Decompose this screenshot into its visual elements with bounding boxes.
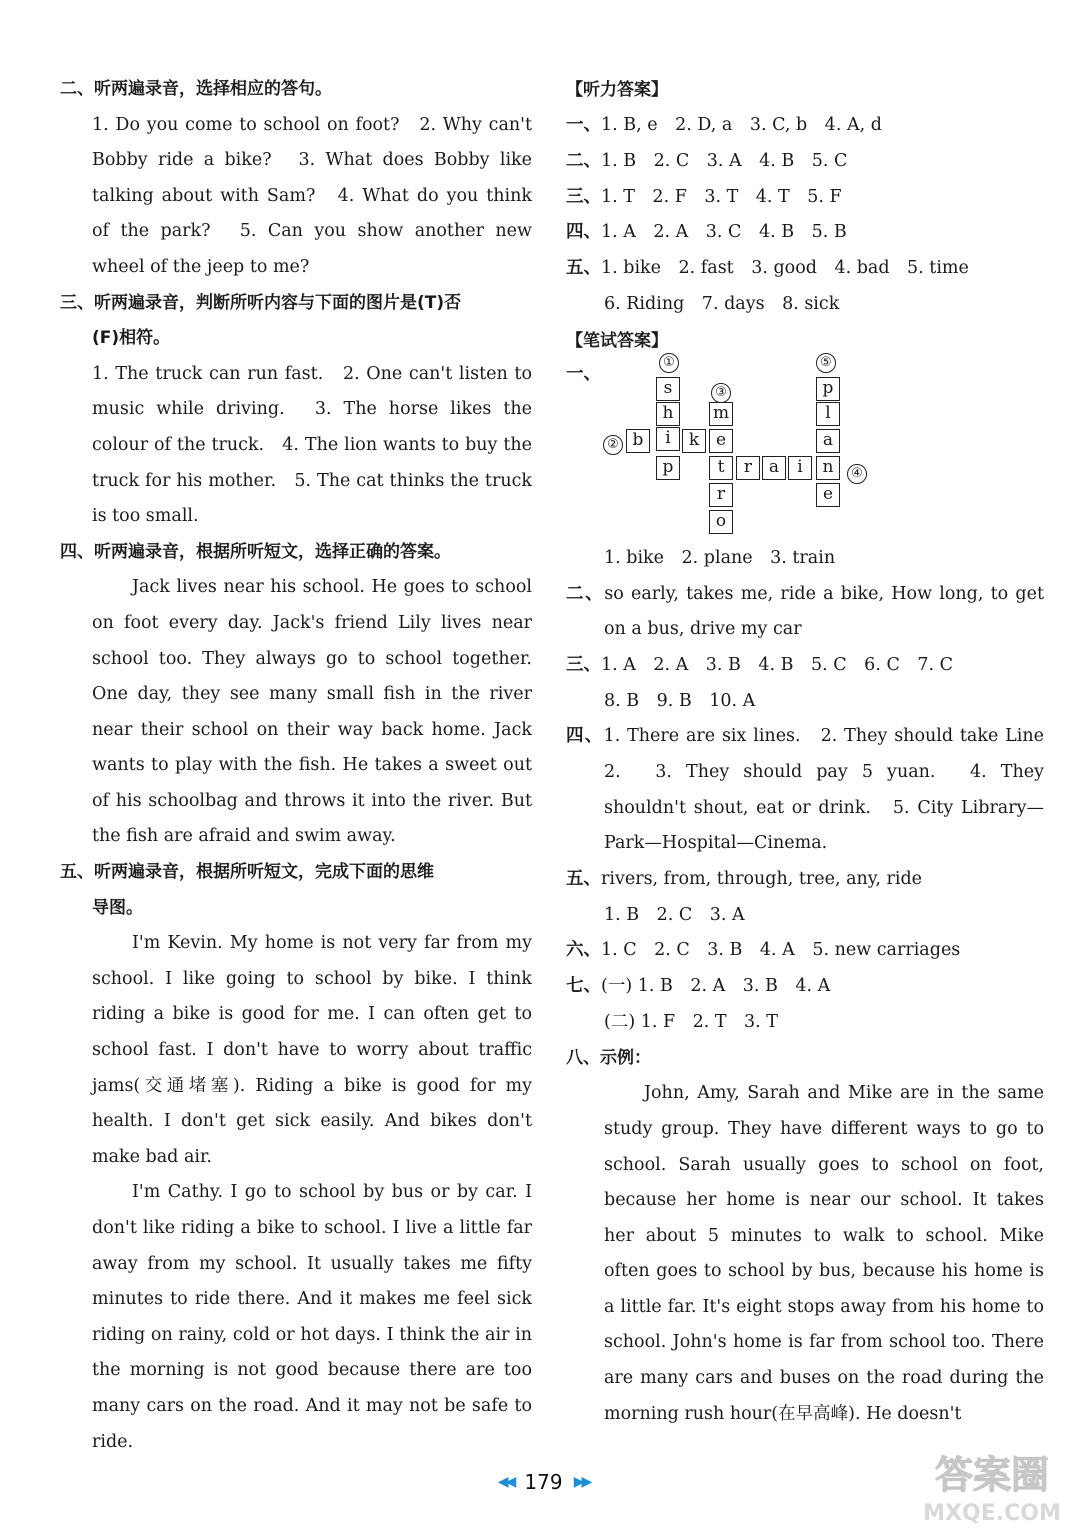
crossword-cell: s bbox=[656, 377, 680, 401]
written-answer-8-text: John, Amy, Sarah and Mike are in the same study group. They have different ways to go to school. Sarah usually goes to school on foot, because her home is near our school. It takes her about 5 minutes to walk to school. Mike often goes to school by bus, because his home is a little far. It's eight stops away from his home to school. John's home is far from school too. There are many cars and buses on the road during the morning rush hour(在早高峰). He doesn't bbox=[604, 1083, 1044, 1424]
watermark-logo bbox=[907, 1440, 1077, 1530]
section-3-title-b: (F)相符。 bbox=[92, 328, 171, 349]
crossword-cell: e bbox=[816, 483, 840, 507]
written-answer-5 bbox=[566, 862, 1044, 898]
section-4-text: Jack lives near his school. He goes to school on foot every day. Jack's friend Lily lives near school too. They always go to school together. One day, they see many small fish in the river near their school on their way back home. Jack wants to play with the fish. He takes a sweet out of his schoolbag and throws it into the river. But the fish are afraid and swim away. bbox=[92, 577, 532, 847]
crossword-cell: i bbox=[656, 427, 680, 451]
crossword-cell: r bbox=[736, 456, 760, 480]
answer-value: 1. A 2. A 3. B 4. B 5. C 6. C 7. C bbox=[601, 654, 953, 675]
answer-value: 1. B, e 2. D, a 3. C, b 4. A, d bbox=[601, 115, 882, 135]
written-answer-7-cont: (二) 1. F 2. T 3. T bbox=[604, 1011, 778, 1032]
crossword-cell: e bbox=[709, 429, 733, 453]
listening-answer-1 bbox=[566, 108, 1044, 144]
answer-key: 七、 bbox=[566, 976, 601, 997]
written-answer-2 bbox=[566, 577, 1044, 648]
answer-value: 1. There are six lines. 2. They should take Line 2. 3. They should pay 5 yuan. 4. They shouldn't shout, eat or drink. 5. City Library—Park—Hospital—Cinema. bbox=[603, 726, 1045, 854]
answer-key: 一、 bbox=[566, 363, 601, 384]
page-number: 179 bbox=[524, 1470, 563, 1494]
section-3-title-a: 三、听两遍录音，判断所听内容与下面的图片是(T)否 bbox=[60, 292, 462, 313]
answer-value: (一) 1. B 2. A 3. B 4. A bbox=[601, 976, 831, 997]
answer-value: so early, takes me, ride a bike, How long, to get on a bus, drive my car bbox=[604, 583, 1044, 640]
crossword-cell: p bbox=[816, 377, 840, 401]
crossword-number-2: ② bbox=[603, 435, 623, 455]
listening-answer-4 bbox=[566, 215, 1044, 251]
answer-key: 六、 bbox=[566, 940, 601, 961]
crossword-cell: m bbox=[709, 402, 733, 426]
written-answer-3-cont: 8. B 9. B 10. A bbox=[604, 690, 756, 711]
crossword-cell: r bbox=[709, 483, 733, 507]
section-5-paragraph-1: I'm Kevin. My home is not very far from my school. I like going to school by bike. I think riding a bike is good for me. I can often get to school fast. I don't have to worry about traffic jams(交通堵塞). Riding a bike is good for my health. I don't get sick easily. And bikes don't make bad air. bbox=[92, 933, 532, 1167]
answer-key: 五、 bbox=[566, 868, 601, 889]
crossword-cell: a bbox=[762, 456, 786, 480]
answer-value: 1. T 2. F 3. T 4. T 5. F bbox=[601, 186, 842, 207]
crossword-number-5: ⑤ bbox=[816, 353, 836, 373]
double-right-arrow-icon: ▶▶ bbox=[573, 1474, 590, 1490]
crossword-number-3: ③ bbox=[711, 383, 731, 403]
section-3-text: 1. The truck can run fast. 2. One can't listen to music while driving. 3. The horse likes the colour of the truck. 4. The lion wants to buy the truck for his mother. 5. The cat thinks the truck is too small. bbox=[92, 363, 532, 527]
section-2-title: 二、听两遍录音，选择相应的答句。 bbox=[60, 79, 332, 99]
crossword-cell: p bbox=[656, 456, 680, 480]
section-5-paragraph-2: I'm Cathy. I go to school by bus or by car. I don't like riding a bike to school. I live a little far away from my school. It usually takes me fifty minutes to ride there. And it makes me feel sick riding on rainy, cold or hot days. I think the air in the morning is not good because there are too many cars on the road. And it may not be safe to ride. bbox=[92, 1182, 532, 1452]
svg-text:答案圈: 答案圈 bbox=[934, 1453, 1050, 1497]
listening-answer-3 bbox=[566, 180, 1044, 216]
crossword-cell: a bbox=[816, 429, 840, 453]
crossword-cell: n bbox=[816, 456, 840, 480]
written-answer-1: 1. bike 2. plane 3. train bbox=[604, 547, 836, 568]
written-answer-6 bbox=[566, 933, 1044, 969]
left-column bbox=[60, 72, 532, 1460]
written-answer-7 bbox=[566, 969, 1044, 1005]
crossword-cell: i bbox=[788, 456, 812, 480]
crossword-cell: l bbox=[816, 402, 840, 426]
listening-answer-5 bbox=[566, 251, 1044, 287]
crossword-cell: o bbox=[709, 510, 733, 534]
crossword-cell: b bbox=[626, 429, 650, 453]
answer-key: 五、 bbox=[566, 258, 601, 279]
answer-value: 1. bike 2. fast 3. good 4. bad 5. time bbox=[601, 258, 969, 279]
crossword-cell: h bbox=[656, 402, 680, 426]
double-left-arrow-icon: ◀◀ bbox=[497, 1474, 514, 1490]
answer-key: 四、 bbox=[566, 726, 604, 747]
crossword-number-1: ① bbox=[659, 353, 679, 373]
answer-key: 三、 bbox=[566, 186, 601, 207]
crossword-number-4: ④ bbox=[847, 464, 867, 484]
written-answer-5-cont: 1. B 2. C 3. A bbox=[604, 904, 745, 925]
answer-value: 1. A 2. A 3. C 4. B 5. B bbox=[601, 222, 847, 243]
listening-answer-2 bbox=[566, 144, 1044, 180]
answer-key: 二、 bbox=[566, 150, 601, 171]
section-5-title-a: 五、听两遍录音，根据所听短文，完成下面的思维 bbox=[60, 862, 434, 883]
answer-value: 1. B 2. C 3. A 4. B 5. C bbox=[601, 150, 848, 171]
section-2-text: 1. Do you come to school on foot? 2. Why can't Bobby ride a bike? 3. What does Bobby like talking about with Sam? 4. What do you think of the park? 5. Can you show another new wheel of the jeep to me? bbox=[92, 114, 532, 277]
crossword-cell: t bbox=[709, 456, 733, 480]
answer-value: 6. Riding 7. days 8. sick bbox=[604, 293, 840, 314]
answer-key: 四、 bbox=[566, 222, 601, 243]
listening-answer-5-cont bbox=[566, 287, 1044, 323]
crossword-cell: k bbox=[682, 429, 706, 453]
answer-key: 二、 bbox=[566, 583, 605, 604]
written-answers-header: 【笔试答案】 bbox=[566, 330, 668, 351]
right-column bbox=[566, 72, 1044, 1432]
section-5-title-b: 导图。 bbox=[92, 897, 143, 918]
section-4-title: 四、听两遍录音，根据所听短文，选择正确的答案。 bbox=[60, 541, 451, 562]
listening-answers-header: 【听力答案】 bbox=[566, 80, 668, 100]
svg-text:MXQE.COM: MXQE.COM bbox=[923, 1501, 1061, 1526]
written-answer-3 bbox=[566, 648, 1044, 684]
written-answer-4 bbox=[566, 719, 1044, 861]
answer-key: 三、 bbox=[566, 654, 601, 675]
answer-value: 1. C 2. C 3. B 4. A 5. new carriages bbox=[601, 940, 961, 961]
written-answer-8-title: 八、示例： bbox=[566, 1047, 651, 1068]
crossword-puzzle bbox=[566, 354, 1044, 541]
answer-value: rivers, from, through, tree, any, ride bbox=[601, 868, 922, 889]
answer-key: 一、 bbox=[566, 115, 601, 135]
